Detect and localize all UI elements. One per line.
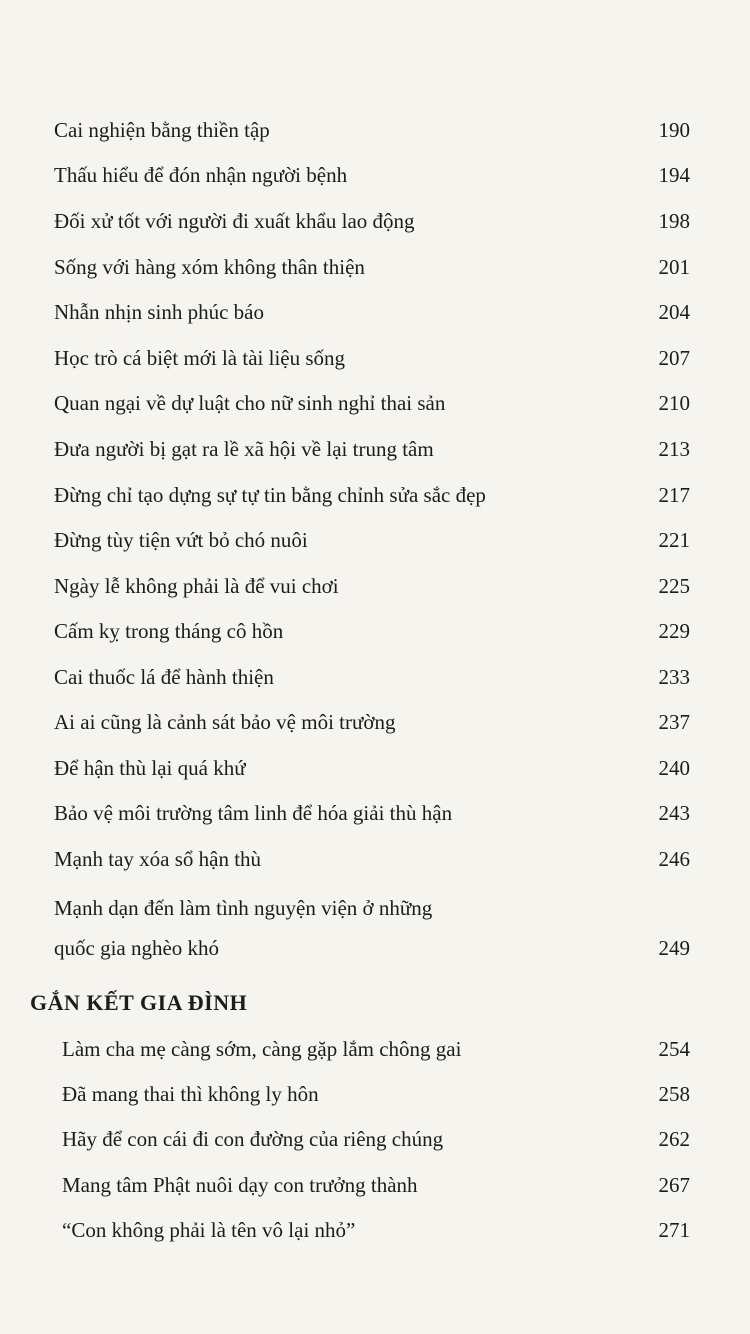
toc-entry-page: 198: [658, 209, 690, 233]
toc-entry-title: Đã mang thai thì không ly hôn: [62, 1082, 319, 1106]
toc-entry-page: 237: [658, 710, 690, 734]
toc-entry-title: Đưa người bị gạt ra lề xã hội về lại trung tâm: [54, 437, 434, 461]
toc-entry-title: Nhẫn nhịn sinh phúc báo: [54, 300, 264, 324]
toc-entry-page: 190: [658, 118, 690, 142]
toc-entry-title-line2: quốc gia nghèo khó: [54, 936, 220, 960]
toc-entry-page: 210: [658, 391, 690, 415]
toc-entry-title: Cai nghiện bằng thiền tập: [54, 118, 270, 142]
toc-entry: [54, 573, 690, 599]
toc-entry-title-line1: Mạnh dạn đến làm tình nguyện viện ở những: [54, 896, 433, 920]
toc-entry-page: 246: [658, 847, 690, 871]
toc-entry: [62, 1172, 690, 1198]
toc-entry: [54, 846, 690, 872]
toc-entry-title: Mang tâm Phật nuôi dạy con trưởng thành: [62, 1173, 418, 1197]
toc-entry: [62, 1126, 690, 1152]
toc-entry-page: 271: [658, 1218, 690, 1242]
toc-entry-page: 240: [658, 756, 690, 780]
section-heading: GẮN KẾT GIA ĐÌNH: [30, 990, 248, 1015]
toc-entry: [54, 527, 690, 553]
toc-entry: [54, 390, 690, 416]
toc-entry-title: Hãy để con cái đi con đường của riêng chúng: [62, 1127, 444, 1151]
toc-entry-title: Ai ai cũng là cảnh sát bảo vệ môi trường: [54, 710, 396, 734]
toc-entry-page: 204: [658, 300, 690, 324]
toc-entry: [54, 482, 690, 508]
toc-entry: [54, 299, 690, 325]
toc-entry-title: Quan ngại về dự luật cho nữ sinh nghỉ thai sản: [54, 391, 446, 415]
toc-entry-title: Học trò cá biệt mới là tài liệu sống: [54, 346, 346, 370]
toc-entry-title: Ngày lễ không phải là để vui chơi: [54, 574, 339, 598]
toc-entry-title: Cai thuốc lá để hành thiện: [54, 665, 274, 689]
toc-entry: [54, 436, 690, 462]
toc-entry-title: Đối xử tốt với người đi xuất khẩu lao động: [54, 209, 415, 233]
toc-entry-page: 243: [658, 801, 690, 825]
toc-entry-title: Làm cha mẹ càng sớm, càng gặp lắm chông gai: [62, 1037, 462, 1061]
toc-entry-title: Bảo vệ môi trường tâm linh để hóa giải thù hận: [54, 801, 453, 825]
toc-entry-page: 217: [658, 483, 690, 507]
toc-entry-page: 233: [658, 665, 690, 689]
toc-entry: [54, 800, 690, 826]
toc-entry: [54, 345, 690, 371]
toc-entry-title: Thấu hiểu để đón nhận người bệnh: [54, 163, 348, 187]
toc-entry: [54, 618, 690, 644]
toc-entry: [54, 755, 690, 781]
toc-entry-page: 258: [658, 1082, 690, 1106]
toc-entry-page: 267: [658, 1173, 690, 1197]
toc-entry: [54, 664, 690, 690]
toc-entry-page: 201: [658, 255, 690, 279]
toc-entry-title: Để hận thù lại quá khứ: [54, 756, 246, 780]
toc-entry: [54, 117, 690, 143]
toc-entry-title: “Con không phải là tên vô lại nhỏ”: [62, 1218, 356, 1242]
toc-entry-page: 229: [658, 619, 690, 643]
toc-entry-title: Đừng chỉ tạo dựng sự tự tin bằng chỉnh sửa sắc đẹp: [54, 483, 486, 507]
toc-entry-page: 213: [658, 437, 690, 461]
toc-entry: [54, 709, 690, 735]
toc-entry-page: 225: [658, 574, 690, 598]
toc-entry-title: [54, 888, 643, 968]
toc-entry: [54, 162, 690, 188]
toc-entry-page: 194: [658, 163, 690, 187]
toc-entry-page: 221: [658, 528, 690, 552]
toc-entry-page: 207: [658, 346, 690, 370]
toc-entry-title: Đừng tùy tiện vứt bỏ chó nuôi: [54, 528, 308, 552]
toc-entry-title: Mạnh tay xóa sổ hận thù: [54, 847, 262, 871]
toc-entry: [54, 208, 690, 234]
toc-entry-page: 249: [658, 936, 690, 960]
toc-entry: [62, 1217, 690, 1243]
toc-entry-title: Sống với hàng xóm không thân thiện: [54, 255, 365, 279]
toc-entry-page: 262: [658, 1127, 690, 1151]
toc-entry-page: 254: [658, 1037, 690, 1061]
toc-entry-multiline: [54, 888, 690, 968]
toc-entry: [62, 1081, 690, 1107]
toc-entry-title: Cấm kỵ trong tháng cô hồn: [54, 619, 284, 643]
toc-entry: [62, 1036, 690, 1062]
toc-entry: [54, 254, 690, 280]
